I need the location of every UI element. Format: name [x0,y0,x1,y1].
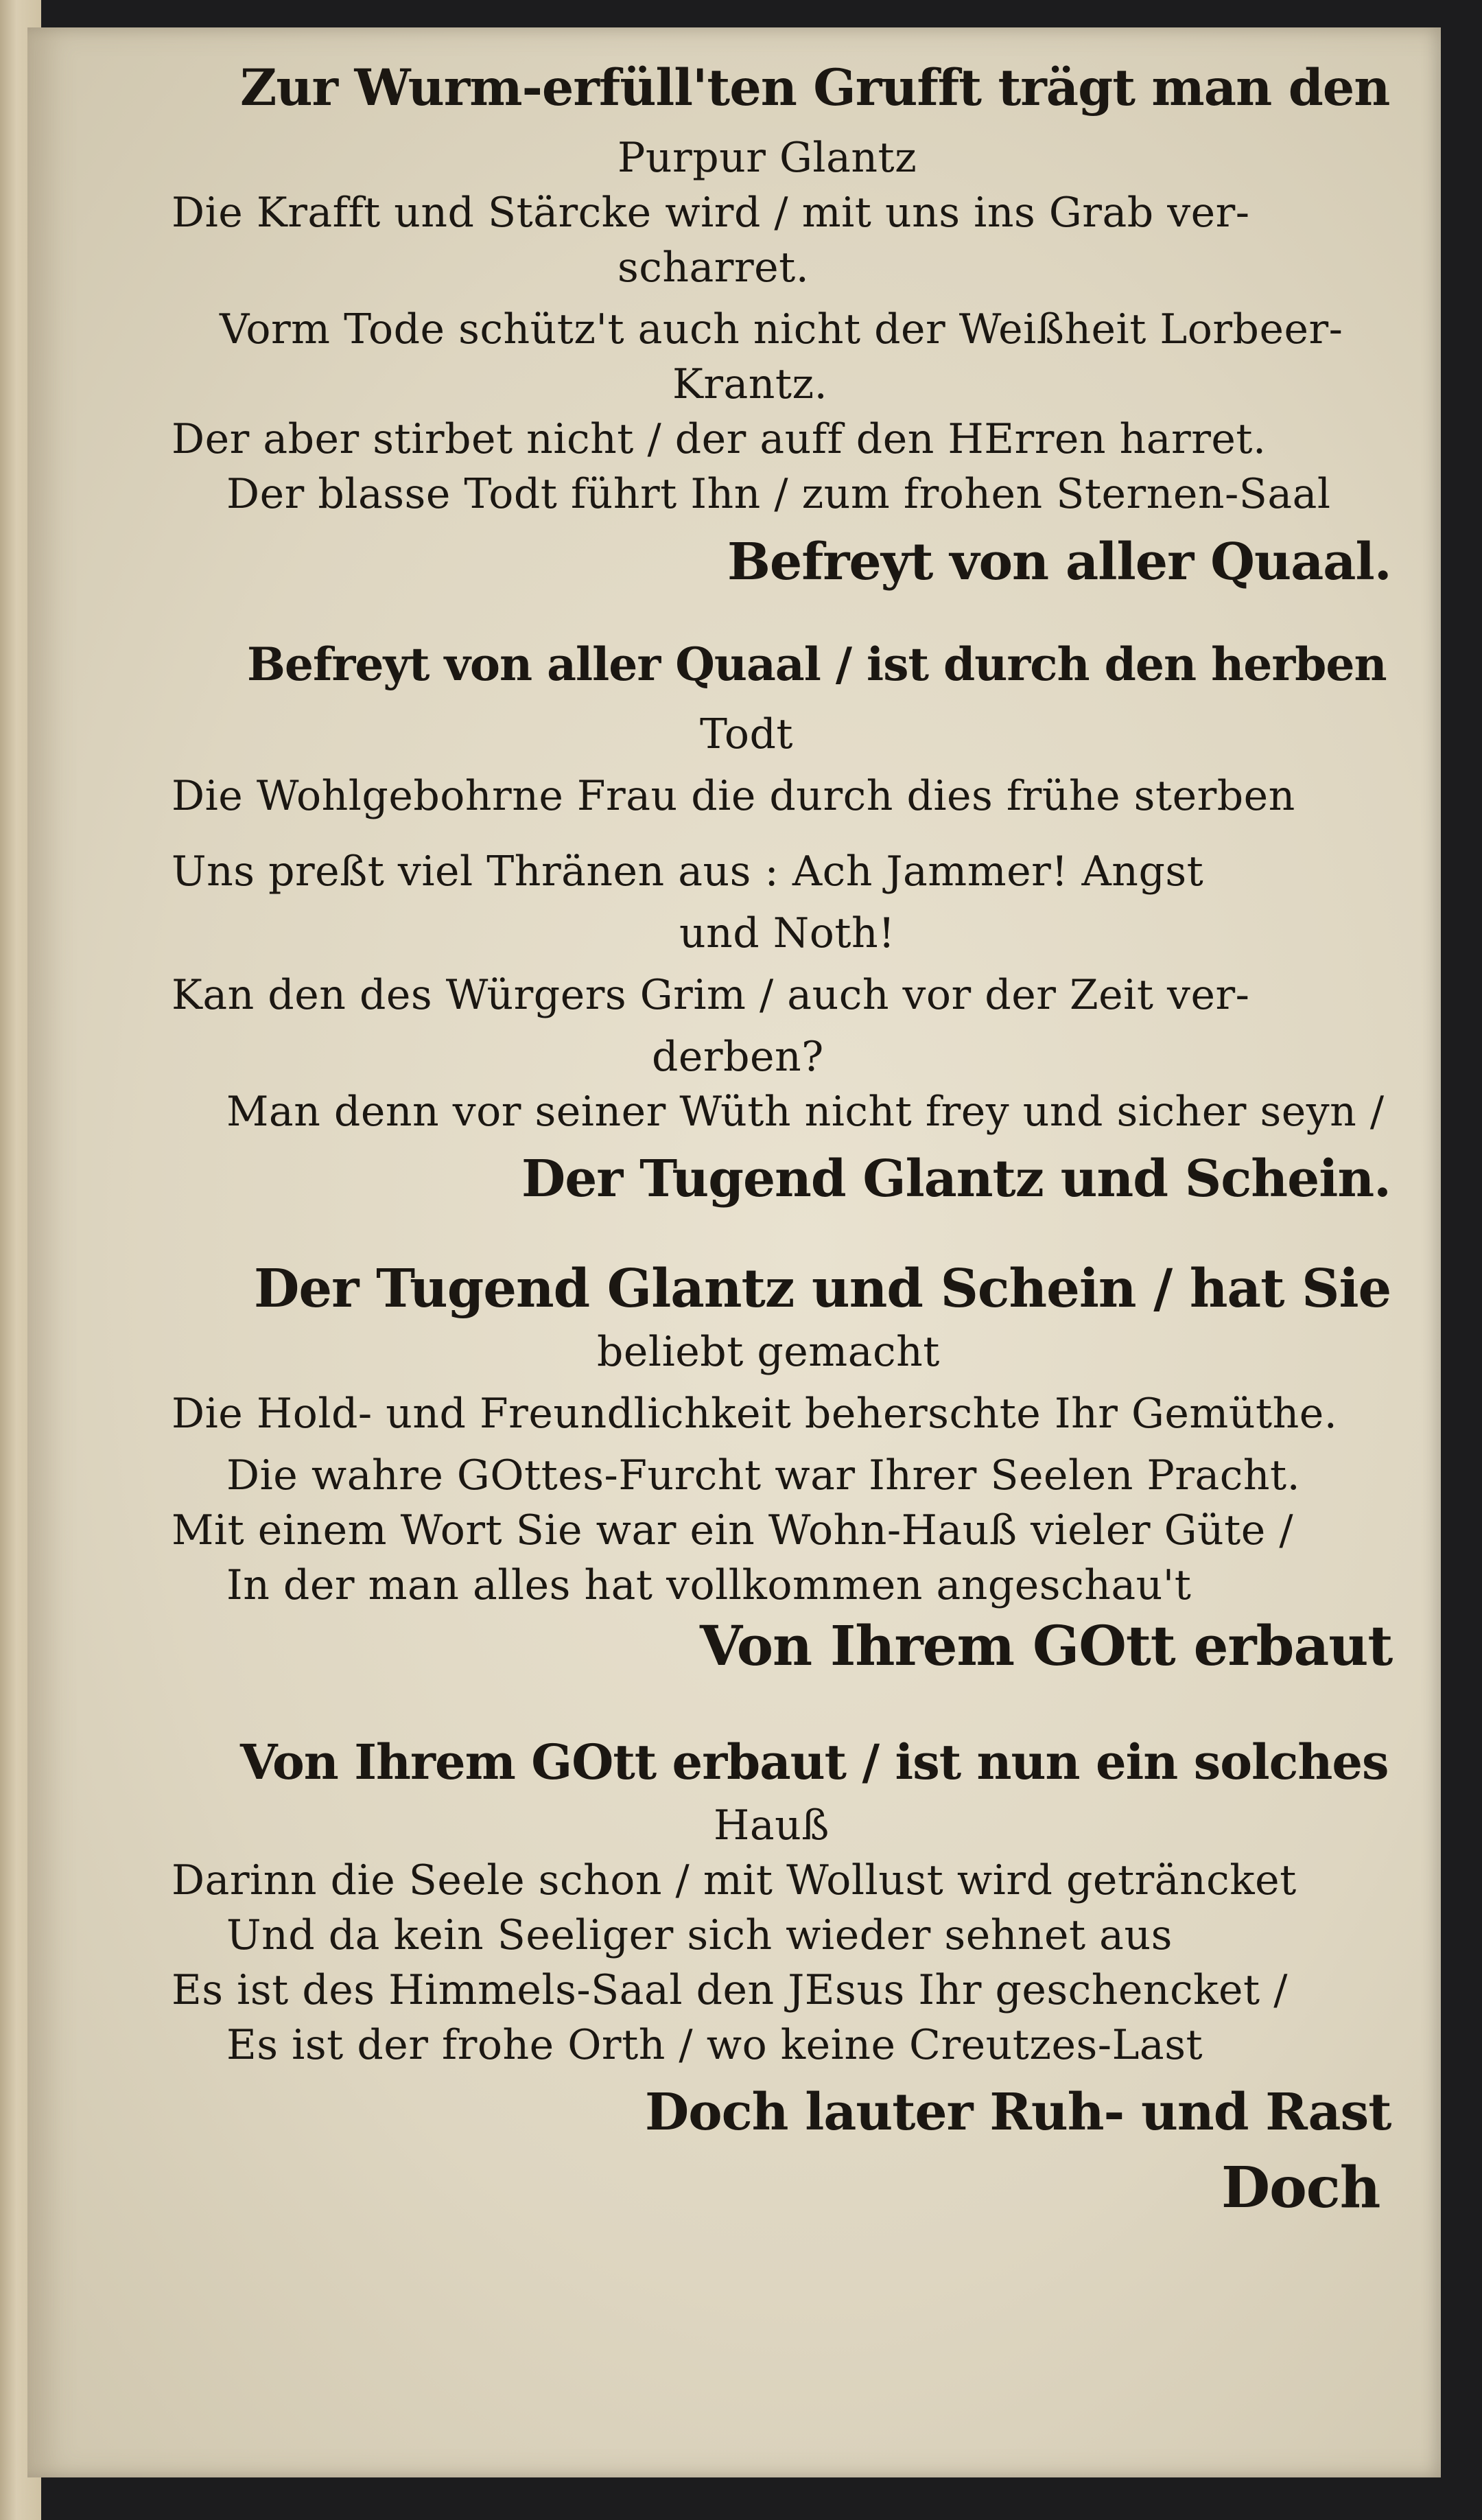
stanza-3-line-1: Der Tugend Glantz und Schein / hat Sie [254,1258,1391,1320]
stanza-1-line-3: Die Krafft und Stärcke wird / mit uns ins Grab ver- [172,189,1250,237]
stanza-2-line-7: derben? [652,1033,824,1081]
stanza-1-line-8: Der blasse Todt führt Ihn / zum frohen Sternen-Saal [226,470,1331,518]
stanza-1-line-6: Krantz. [672,360,828,408]
stanza-1-line-1: Zur Wurm-erfüll'ten Grufft trägt man den [240,58,1390,117]
stanza-4-line-3: Darinn die Seele schon / mit Wollust wird geträncket [172,1856,1297,1904]
stanza-4-line-6: Es ist der frohe Orth / wo keine Creutzes-Last [226,2021,1203,2069]
stanza-1-line-4: scharret. [618,244,810,292]
stanza-1-line-7: Der aber stirbet nicht / der auff den HErren harret. [172,415,1267,463]
stanza-1-line-5: Vorm Tode schütz't auch nicht der Weißheit Lorbeer- [220,305,1343,353]
stanza-1-refrain: Befreyt von aller Quaal. [727,531,1391,592]
stanza-2-line-2: Todt [700,710,794,758]
stanza-3-refrain: Von Ihrem GOtt erbaut [700,1613,1393,1678]
stanza-2-line-5: und Noth! [679,909,895,957]
stanza-2-line-8: Man denn vor seiner Wüth nicht frey und sicher seyn / [226,1088,1385,1136]
stanza-3-line-6: In der man alles hat vollkommen angeschau't [226,1561,1192,1609]
stanza-1-line-2: Purpur Glantz [618,134,917,182]
stanza-4-line-1: Von Ihrem GOtt erbaut / ist nun ein solches [240,1734,1389,1790]
stanza-4-line-5: Es ist des Himmels-Saal den JEsus Ihr geschencket / [172,1966,1288,2014]
stanza-4-line-2: Hauß [714,1801,830,1850]
stanza-3-line-2: beliebt gemacht [597,1328,940,1376]
stanza-3-line-3: Die Hold- und Freundlichkeit beherschte Ihr Gemüthe. [172,1390,1338,1438]
stanza-3-line-4: Die wahre GOttes-Furcht war Ihrer Seelen Pracht. [226,1451,1301,1500]
stanza-2-line-1: Befreyt von aller Quaal / ist durch den herben [247,638,1387,691]
stanza-2-line-3: Die Wohlgebohrne Frau die durch dies frühe sterben [172,772,1295,820]
stanza-4-refrain: Doch lauter Ruh- und Rast [645,2082,1391,2142]
catchword: Doch [1221,2155,1380,2221]
stanza-2-line-4: Uns preßt viel Thränen aus : Ach Jammer! Angst [172,848,1204,896]
stanza-4-line-4: Und da kein Seeliger sich wieder sehnet aus [226,1911,1173,1959]
stanza-2-line-6: Kan den des Würgers Grim / auch vor der Zeit ver- [172,971,1250,1019]
stanza-3-line-5: Mit einem Wort Sie war ein Wohn-Hauß vieler Güte / [172,1506,1294,1554]
stanza-2-refrain: Der Tugend Glantz und Schein. [521,1149,1391,1209]
